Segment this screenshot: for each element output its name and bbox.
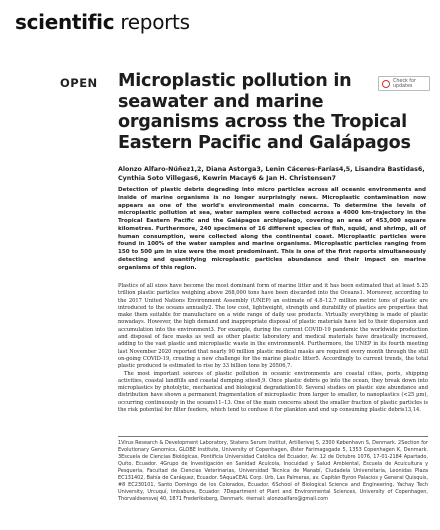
body-paragraph: The most important sources of plastic pollution in oceanic environments are coastal cities, ports, shipping activities, coastal landfills and coastal dumping sites8,9. Once plastic debris go into the ocean, they break down into microplastics by photolytic, mechanical and biological degradation10. Several studies on plastic size abundance and distribution have shown a permanent fragmentation of microplastic from larger to smaller, to nanoplastics (<25 µm), occurring continuously in the oceans11–13. One of the main concerns about the smaller fraction of plastic particles is the risk potential for filter feeders, which tend to confuse it for plankton and end up consuming plastic debris13,14. xyxy=(118,370,428,414)
journal-name-bold: scientific xyxy=(15,10,115,34)
footnote-divider xyxy=(118,436,428,437)
affiliations: 1Virus Research & Development Laboratory, Statens Serum Institut, Artillerivej 5, 2300 København S, Denmark. 2Section for Evolutionary Genomics, GLOBE Institute, University of Copenhagen, Øster Farimagsgade 5, 1353 Copenhagen K, Denmark. 3Escuela de Ciencias Biológicas, Pontificia Universidad Católica del Ecuador, Av. 12 de Octubre 1076, 17-01-2184 Apartado, Quito, Ecuador. 4Grupo de Investigación en Sanidad Acuícola, Inocuidad y Salud Ambiental, Escuela de Acuicultura y Pesquería, Facultad de Ciencias Veterinarias, Universidad Técnica de Manabí, Ciudadela Universitaria, Leonidas Plaza EC131402, Bahía de Caráquez, Ecuador. 5AquaCEAL Corp. Urb, Las Palmeras, av. Capitán Byron Palacios y General Quisquis, #8 EC230101, Santo Domingo de los Colorados, Ecuador. 6School of Biological Science and Engineering, Yachay Tech University, Urcuquí, Imbabura, Ecuador. 7Department of Plant and Environmental Sciences, University of Copenhagen, Thorvaldsensvej 40, 1871 Frederiksberg, Denmark. ✉email: alonzoalfaro@gmail.com xyxy=(118,440,428,503)
abstract: Detection of plastic debris degrading into micro particles across all oceanic environments and inside of marine organisms is no longer surprisingly news. Microplastic contamination now appears as one of the world's environmental main concerns. To determine the levels of microplastic pollution at sea, water samples were collected across a 4000 km-trajectory in the Tropical Eastern Pacific and the Galápagos archipelago, covering an area of 453,000 square kilometres. Furthermore, 240 specimens of 16 different species of fish, squid, and shrimp, all of human consumption, were collected along the continental coast. Microplastic particles were found in 100% of the water samples and marine organisms. Microplastic particles ranging from 150 to 500 µm in size were the most predominant. This is one of the first reports simultaneously detecting and quantifying microplastic particles abundance and their impact on marine organisms of this region. xyxy=(118,187,426,271)
body-paragraph: Plastics of all sizes have become the most dominant form of marine litter and it has been estimated that at least 5.25 trillion plastic particles weighing above 268,000 tons have been discarded into the Oceans1. Moreover, according to the 2017 United Nations Environment Assembly (UNEP) an estimate of 4.8–12.7 million metric tons of plastic are introduced to the oceans annually2. The low cost, lightweight, strength and durability of plastics are properties that make them suitable for manufacture on a wide range of daily use products. Virtually everything is made of plastic nowadays. However, the high demand and inappropriate disposal of plastic materials have led to their dispersion and accumulation into the environment3. For example, during the current COVID-19 pandemic the worldwide production and disposal of face masks as well as other plastic laboratory and medical materials have drastically increased, adding to the vast plastic and microplastic waste in the environment4. Furthermore, the UNEP in its fourth meeting last November 2020 reported that nearly 90 million plastic medical masks are required every month through the still on-going COVID-19, creating a new challenge for the marine plastic litter5. Accordingly to current trends, the total plastic produced is estimated to rise by 33 billion tons by 20506,7. xyxy=(118,283,428,370)
journal-logo xyxy=(15,10,190,34)
journal-name-regular: reports xyxy=(120,10,190,34)
author-list: Alonzo Alfaro-Núñez1,2, Diana Astorga3, Lenin Cáceres-Farías4,5, Lisandra Bastidas6, Cynthia Soto Villegas6, Kewrin Macay6 & Jan H. Christensen7 xyxy=(118,166,425,183)
open-access-label: OPEN xyxy=(60,76,98,90)
article-body xyxy=(118,283,428,414)
check-updates-label: Check for updates xyxy=(393,78,416,89)
article-title: Microplastic pollution in seawater and marine organisms across the Tropical Eastern Pacific and Galápagos xyxy=(118,71,411,153)
